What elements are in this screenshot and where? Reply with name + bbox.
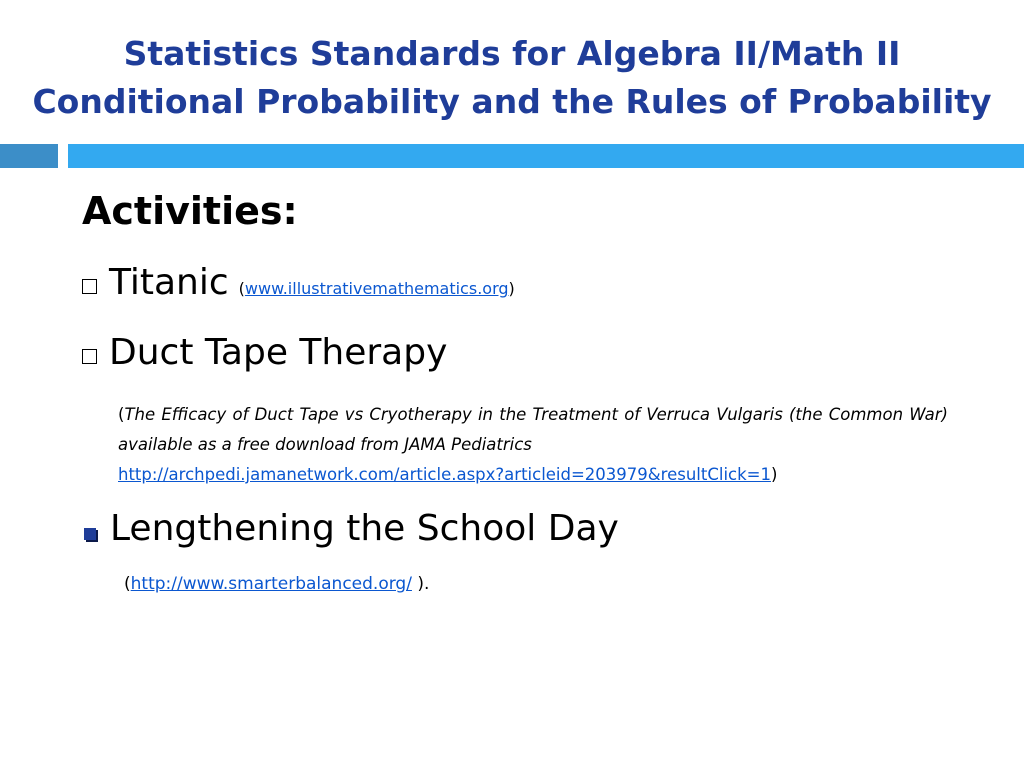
titanic-source (239, 279, 515, 298)
accent-bar-right (68, 144, 1024, 168)
slide-title (0, 30, 1024, 126)
activities-heading: Activities: (82, 189, 298, 233)
title-line-1: Statistics Standards for Algebra II/Math II (123, 34, 901, 73)
smarter-balanced-link[interactable]: http://www.smarterbalanced.org/ (130, 574, 412, 594)
duct-tape-description (118, 400, 948, 490)
paren-close: ). (411, 574, 430, 594)
illustrative-mathematics-link[interactable]: www.illustrativemathematics.org (244, 279, 509, 298)
duct-tape-description-text: The Efficacy of Duct Tape vs Cryotherapy in the Treatment of Verruca Vulgaris (the Common War) available as a free download from JAMA Pediatrics (118, 405, 948, 454)
bullet-label: Duct Tape Therapy (109, 332, 448, 373)
title-line-2: Conditional Probability and the Rules of Probability (32, 82, 992, 121)
paren-open: ( (238, 279, 245, 298)
checkbox-bullet-icon (82, 279, 97, 294)
accent-bar-left (0, 144, 58, 168)
bullet-titanic (82, 262, 515, 303)
bullet-label: Titanic (109, 262, 229, 303)
checkbox-bullet-icon (82, 349, 97, 364)
bullet-label: Lengthening the School Day (110, 508, 619, 549)
bullet-school-day (82, 508, 619, 549)
school-day-source (124, 574, 429, 594)
paren-open: ( (124, 574, 131, 594)
bullet-duct-tape (82, 332, 447, 373)
paren-open: ( (118, 405, 125, 424)
jama-article-link[interactable]: http://archpedi.jamanetwork.com/article.aspx?articleid=203979&resultClick=1 (118, 465, 771, 484)
paren-close: ) (508, 279, 515, 298)
paren-close: ) (770, 465, 778, 484)
square-bullet-icon (84, 528, 96, 540)
